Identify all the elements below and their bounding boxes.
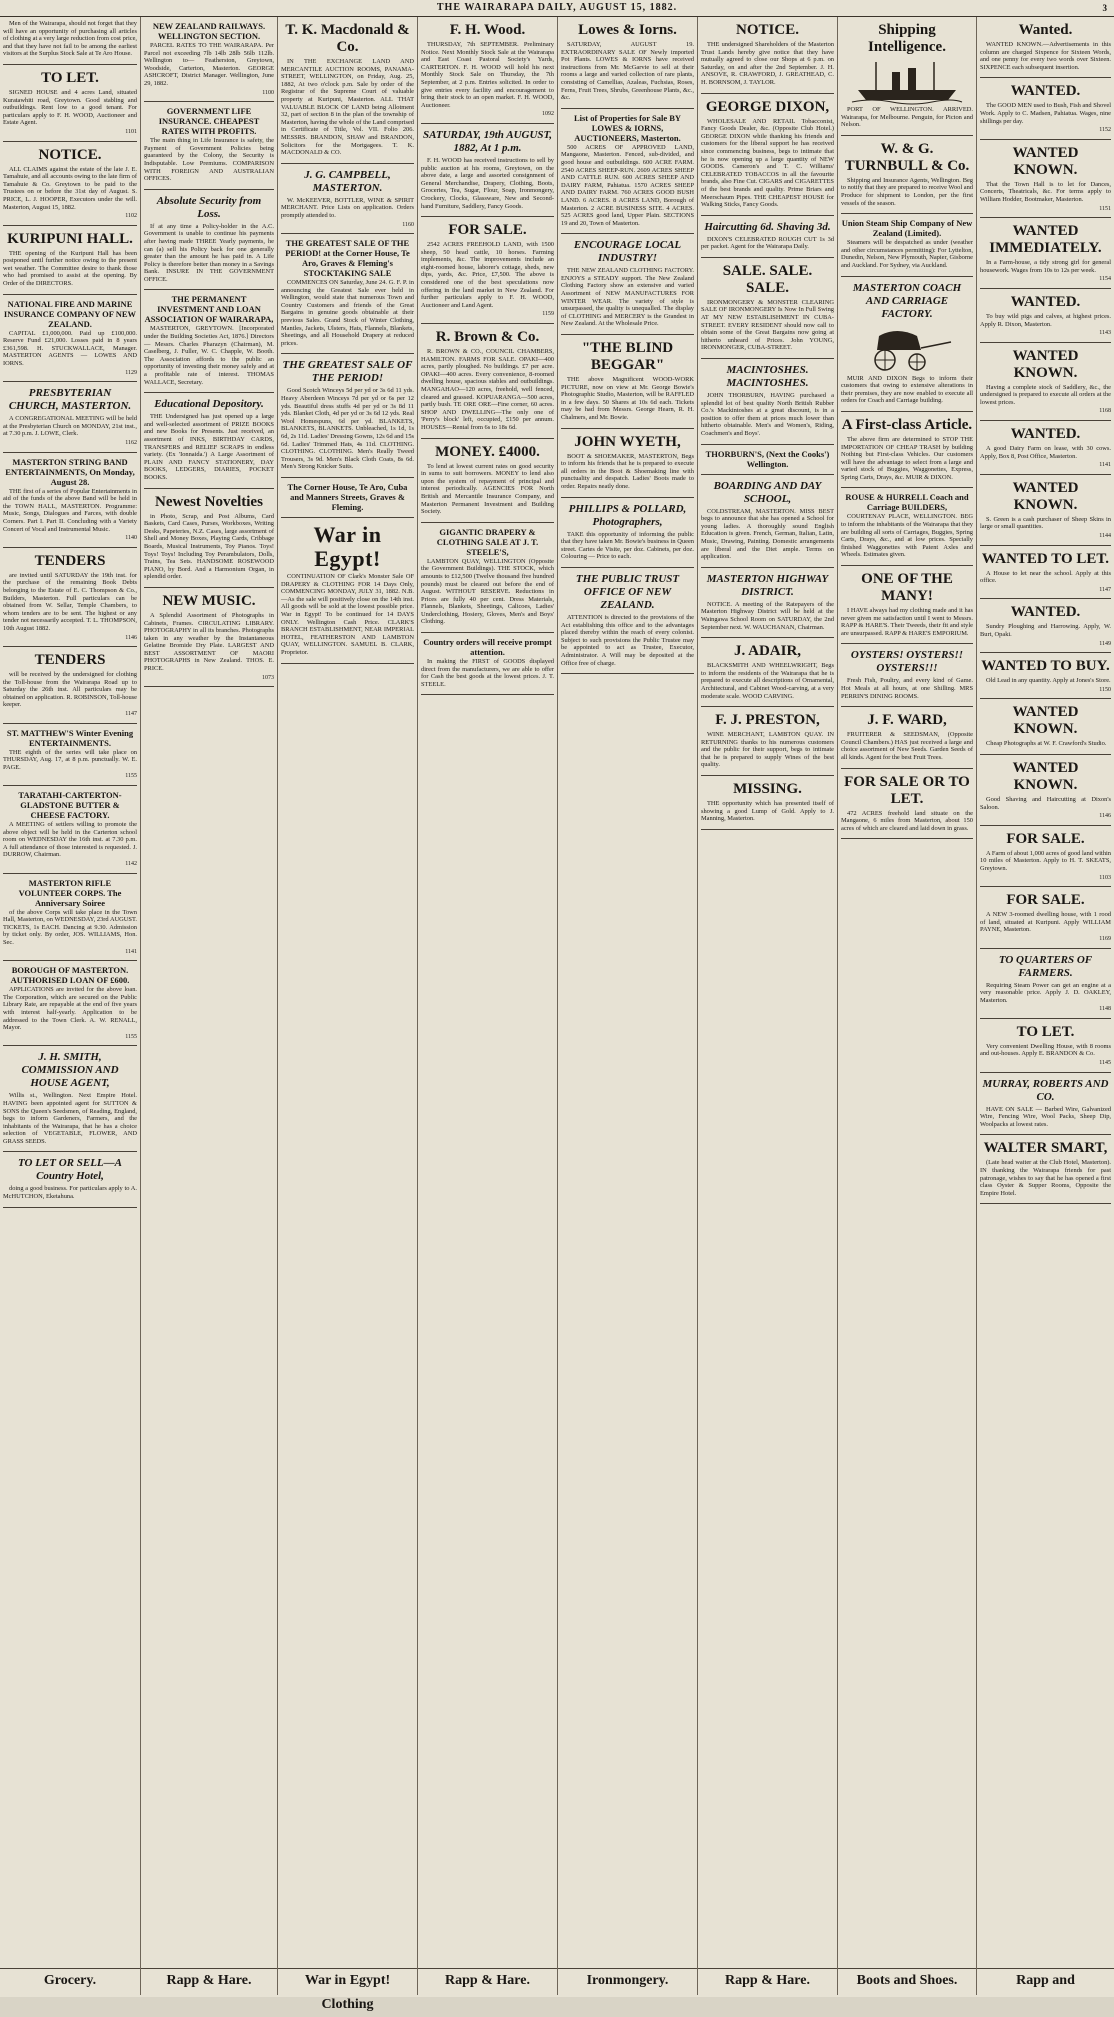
ad-heading: Union Steam Ship Company of New Zealand (Limited). bbox=[841, 218, 973, 239]
ad-reference-number: 1150 bbox=[1099, 686, 1111, 693]
column-footer-banner: Ironmongery. bbox=[558, 1968, 697, 1995]
ad-body-text: Good Scotch Winceys 5d per yd or 3s 6d 11 yds. Heavy Aberdeen Winceys 7d per yd or 6s per 12 yds. Beautiful dress stuffs 4d per yd or 3s 8d 11 yds. Blanket Cloth, 4d per yd or 3s 6d 12 yds. Real Wool Homespuns, 6d per yd. BLANKETS, BLANKETS, BLANKETS. Unbleached, 1s 1d, 1s 6d, 2s 11d. Ladies' Dressing Gowns, 12s 6d and 15s 6d. Ladies' Trimmed Hats, 4s 11d. CLOTHING. CLOTHING. CLOTHING. Men's Really Tweed Trousers, 3s 9d. Men's Black Cloth Coats, 8s 6d. Men's Strong Knicker Suits. bbox=[281, 387, 414, 471]
masthead bbox=[0, 0, 1114, 17]
ad-heading: T. K. Macdonald & Co. bbox=[285, 22, 410, 55]
ad-body-text: A CONGREGATIONAL MEETING will be held at the Presbyterian Church on MONDAY, 21st inst., at 7.30 p.m. J. LOWE, Clerk. bbox=[3, 415, 137, 438]
ad-body-text: Fresh Fish, Poultry, and every kind of Game. Hot Meals at all hours, at one Shilling. MRS PERRIN'S DINING ROOMS. bbox=[841, 677, 973, 700]
ad-reference-number: 1146 bbox=[125, 634, 137, 641]
advertisement bbox=[281, 478, 414, 518]
ad-body-text: THE Undersigned has just opened up a large and well-selected assortment of PRIZE BOOKS and new Books for Presents. Just received, an assortment of INKS, BIRTHDAY CARDS, TRANSFERS and RELIEF SCRAPS in endless variety. (Ex 'Ionnaida.') A Large Assortment of PLAIN AND FANCY STATIONERY, DAY BOOKS, LEDGERS, DIARIES, POCKET BOOKS. bbox=[144, 413, 274, 481]
ad-body-text: THE opening of the Kuripuni Hall has been postponed until further notice owing to the present wet weather. The Committee desire to thank those who had promised to assist at the opening. By Order of the DIRECTORS. bbox=[3, 249, 137, 288]
ad-heading: R. Brown & Co. bbox=[435, 329, 540, 346]
advertisement bbox=[3, 647, 137, 724]
advertisement bbox=[841, 488, 973, 566]
advertisement bbox=[701, 568, 834, 638]
advertisement bbox=[701, 17, 834, 94]
column-footer-banner: Rapp & Hare. bbox=[418, 1968, 557, 1995]
ad-heading: Country orders will receive prompt attention. bbox=[423, 637, 552, 658]
ad-reference-number: 1092 bbox=[542, 111, 554, 118]
ad-body-text: To buy wild pigs and calves, at highest prices. Apply R. Dixon, Masterton. bbox=[980, 312, 1111, 328]
ad-heading: PRESBYTERIAN CHURCH, MASTERTON. bbox=[8, 387, 132, 413]
column-7 bbox=[837, 17, 976, 1995]
advertisement bbox=[980, 1019, 1111, 1073]
advertisement bbox=[701, 94, 834, 216]
ad-heading: NEW MUSIC. bbox=[162, 592, 256, 609]
advertisement bbox=[144, 489, 274, 588]
advertisement bbox=[701, 258, 834, 359]
ad-body-text: (Late head waiter at the Club Hotel, Masterton). IN thanking the Wairarapa friends for past patronage, wishes to say that he has opened a first class Oyster & Supper Rooms, Opposite the Empire Hotel. bbox=[980, 1159, 1111, 1197]
ad-body-text: A Splendid Assortment of Photographs in Cabinets, Frames. CIRCULATING LIBRARY. PHOTOGRAPHY in all its branches. Photographs taken in any weather by the Instantaneous Gelatine Bromide Dry Plate. LARGEST AND BEST ASSORTMENT OF MAORI PHOTOGRAPHS in New Zealand. THOS. E. PRICE. bbox=[144, 611, 274, 673]
ad-body-text: That the Town Hall is to let for Dances, Concerts, Theatricals, &c. For terms apply to William Hodder, Bootmaker, Masterton. bbox=[980, 180, 1111, 203]
ad-body-text: Requiring Steam Power can get an engine at a very reasonable price. Apply J. D. OAKLEY, Masterton. bbox=[980, 981, 1111, 1004]
ad-body-text: of the above Corps will take place in the Town Hall, Masterton, on WEDNESDAY, 23rd AUGUST. TICKETS, 1s EACH. Dancing at 9.30. Admission by ticket only. By order, JOS. WILLIAMS, Hon. Sec. bbox=[3, 908, 137, 946]
advertisement bbox=[561, 234, 694, 335]
ad-heading: BOARDING AND DAY SCHOOL, bbox=[713, 479, 822, 505]
ad-heading: MASTERTON COACH AND CARRIAGE FACTORY. bbox=[852, 281, 962, 320]
ad-body-text: Very convenient Dwelling House, with 8 rooms and out-houses. Apply E. BRANDON & Co. bbox=[980, 1042, 1111, 1058]
ad-body-text: CAPITAL £1,000,000. Paid up £100,000. Reserve Fund £21,000. Losses paid in 8 years £361,598. H. STUCKWALLACE, Manager. MASTERTON AGENTS — LOWES AND IORNS. bbox=[3, 329, 137, 368]
advertisement bbox=[980, 949, 1111, 1019]
advertisement bbox=[3, 961, 137, 1046]
ad-reference-number: 1162 bbox=[125, 440, 137, 446]
advertisement bbox=[3, 453, 137, 548]
ad-body-text: 500 ACRES OF APPROVED LAND, Mangaone, Masterton. Fenced, sub-divided, and good house and outbuildings. 600 ACRE FARM. 2540 ACRES SHEEP-RUN. 2609 ACRES SHEEP AND CATTLE RUN. 600 ACRES SHEEP AND DAIRY FARM, Pahiatua. 1570 ACRES SHEEP AND DAIRY FARM. 760 ACRES GOOD BUSH LAND. 6 ACRES. 8 ACRES LAND, Borough of Masterton. 2 ACRE BUSINESS SITE. 4 ACRES. 525 ACRES good land, Upper Plain. SECTIONS 19 and 20, Town of Masterton. bbox=[561, 143, 694, 227]
ad-body-text: APPLICATIONS are invited for the above loan. The Corporation, which are secured on the Public Library Rate, are repayable at the end of five years with interest half-yearly. Application to be addressed to the Town Clerk. A. W. RENALL, Mayor. bbox=[3, 986, 137, 1032]
ad-heading: WANTED. bbox=[1010, 83, 1081, 100]
ad-heading: MURRAY, ROBERTS AND CO. bbox=[982, 1077, 1109, 1103]
ad-reference-number: 1141 bbox=[1099, 462, 1111, 469]
ad-heading: GIGANTIC DRAPERY & CLOTHING SALE AT J. T. STEELE'S, bbox=[436, 526, 539, 557]
advertisement bbox=[841, 136, 973, 214]
ad-heading: WANTED KNOWN. bbox=[1012, 759, 1079, 793]
ad-body-text: BOOT & SHOEMAKER, MASTERTON, Begs to inform his friends that he is prepared to execute all orders in the Boot & Shoemaking line with punctuality and despatch. Ladies' Boots made to order. Repairs neatly done. bbox=[561, 452, 694, 490]
ad-body-text: will be received by the undersigned for clothing the Toll-house from the Wairarapa Road up to Saturday the 26th inst. All particulars may be obtained on application. R. ROBINSON, Toll-house keeper. bbox=[3, 671, 137, 709]
ad-reference-number: 1152 bbox=[1099, 127, 1111, 134]
advertisement bbox=[841, 707, 973, 768]
advertisement bbox=[980, 887, 1111, 948]
ad-body-text: Cheap Photographs at W. F. Crawford's Studio. bbox=[986, 740, 1107, 748]
ad-heading: TO LET. bbox=[41, 69, 99, 86]
ad-heading: WANTED KNOWN. bbox=[1012, 704, 1079, 738]
ad-body-text: WANTED KNOWN.—Advertisements in this column are charged Sixpence for Sixteen Words, and one penny for every two words over Sixteen. SIXPENCE each subsequent insertion. bbox=[980, 41, 1111, 71]
ad-reference-number: 1159 bbox=[542, 311, 554, 318]
advertisement bbox=[980, 140, 1111, 218]
ad-body-text: R. BROWN & CO., COUNCIL CHAMBERS, HAMILTON. FARMS FOR SALE. OPAKI—400 acres, partly ploughed. No buildings. £7 per acre. OPAKI—400 acres. Every convenience, 8-roomed dwelling house, spacious stables and outbuildings. MANGAHAO—120 acres, freehold, well fenced, cleared and grassed. KOPUARANGA—500 acres, partly bush. TE ORE ORE—Fine corner, 60 acres. SHOP AND DWELLING—The only one of 'Perry's block' left, occupied, £150 per annum. HOUSES—Rental from 6s to 18s 6d. bbox=[421, 348, 554, 431]
ad-body-text: The main thing in Life Insurance is safety, the Payment of Government Policies being guaranteed by the Colony, the Security is Indisputable. Low Premiums. COMPARISON WITH FOREIGN AND AUSTRALIAN OFFICES. bbox=[144, 137, 274, 183]
column-footer-banner: Grocery. bbox=[0, 1968, 140, 1995]
advertisement bbox=[841, 412, 973, 489]
ad-heading: KURIPUNI HALL. bbox=[7, 230, 133, 247]
advertisement bbox=[3, 65, 137, 142]
ad-body-text: ATTENTION is directed to the provisions of the Act establishing this office and to the advantages placed thereby within the reach of every colonist. Subject to such provisions the Public Trustee may be appointed to act as Trustee, Executor, Administrator. A Will may be deposited at the Office free of charge. bbox=[561, 613, 694, 667]
ad-body-text: COURTENAY PLACE, WELLINGTON. BEG to inform the inhabitants of the Wairarapa that they are building all sorts of Carriages, Buggies, Spring Carts, Drays, &c., and at low prices. Specially finished Waggonettes with Patent Axles and Wheels. Estimates given. bbox=[841, 513, 973, 559]
ad-heading: ONE OF THE MANY! bbox=[861, 571, 953, 605]
ad-reference-number: 1103 bbox=[1099, 874, 1111, 881]
column-5 bbox=[557, 17, 697, 1995]
advertisement bbox=[980, 1073, 1111, 1136]
advertisement bbox=[701, 776, 834, 830]
ad-body-text: The GOOD MEN used to Bush, Fish and Shovel Work. Apply to C. Madsen, Pahiatua. Wages, nine shillings per day. bbox=[980, 102, 1111, 125]
advertisement bbox=[421, 633, 554, 695]
ad-heading: MASTERTON STRING BAND ENTERTAINMENTS, On Monday, August 28. bbox=[5, 456, 135, 487]
ad-heading: TO LET OR SELL—A Country Hotel, bbox=[17, 1157, 122, 1183]
ad-reference-number: 1151 bbox=[1099, 205, 1111, 212]
column-1 bbox=[0, 17, 140, 1995]
ad-heading: ROUSE & HURRELL Coach and Carriage BUILDERS, bbox=[845, 492, 969, 513]
ad-heading: Educational Depository. bbox=[154, 398, 264, 411]
ad-heading: WANTED. bbox=[1010, 604, 1081, 621]
ad-heading: WALTER SMART, bbox=[983, 1140, 1108, 1157]
advertisement bbox=[3, 1152, 137, 1207]
ad-body-text: DIXON'S CELEBRATED ROUGH CUT 1s 3d per packet. Agent for the Wairarapa Daily. bbox=[701, 235, 834, 251]
advertisement bbox=[421, 217, 554, 324]
advertisement bbox=[980, 343, 1111, 421]
ad-heading: "THE BLIND BEGGAR" bbox=[581, 340, 674, 374]
advertisement bbox=[561, 568, 694, 674]
ad-heading: J. G. CAMPBELL, MASTERTON. bbox=[304, 168, 391, 194]
carriage-illustration bbox=[857, 324, 957, 372]
ad-heading: NEW ZEALAND RAILWAYS. WELLINGTON SECTION. bbox=[152, 21, 266, 41]
ad-reference-number: 1147 bbox=[1099, 586, 1111, 593]
advertisement bbox=[3, 382, 137, 452]
ad-heading: Newest Novelties bbox=[155, 493, 263, 510]
advertisement bbox=[3, 874, 137, 962]
ad-body-text: In a Farm-house, a tidy strong girl for general housework. Wages from 10s to 12s per week. bbox=[980, 259, 1111, 274]
advertisement bbox=[144, 17, 274, 102]
ad-body-text: Willis st., Wellington. Next Empire Hotel. HAVING been appointed agent for SUTTON & SONS the Queen's Seedsmen, of Reading, England, begs to inform Gardeners, Farmers, and the inhabitants of the Wairarapa, that he has a choice selection of VEGETABLE, FLOWER, AND GRASS SEEDS. bbox=[3, 1092, 137, 1145]
column-footer-banner: Boots and Shoes. bbox=[838, 1968, 976, 1995]
ad-heading: War in Egypt! bbox=[313, 521, 382, 571]
ad-body-text: Good Shaving and Haircutting at Dixon's Saloon. bbox=[980, 795, 1111, 811]
advertisement bbox=[980, 289, 1111, 343]
ad-body-text: A good Dairy Farm on lease, with 30 cows. Apply, Box 8, Post Office, Masterton. bbox=[980, 445, 1111, 460]
ad-reference-number: 1155 bbox=[125, 773, 137, 780]
advertisement bbox=[3, 1046, 137, 1152]
ad-heading: MACINTOSHES. MACINTOSHES. bbox=[726, 364, 809, 390]
ad-body-text: S. Green is a cash purchaser of Sheep Skins in large or small quantities. bbox=[980, 515, 1111, 531]
ad-heading: J. ADAIR, bbox=[733, 643, 802, 660]
ad-heading: WANTED TO LET. bbox=[981, 550, 1110, 567]
column-footer-banner: Rapp & Hare. bbox=[698, 1968, 837, 1995]
advertisement bbox=[701, 638, 834, 707]
ad-heading: W. & G. TURNBULL & Co. bbox=[844, 140, 970, 174]
ad-body-text: 2542 ACRES FREEHOLD LAND, with 1500 sheep, 50 head cattle, 10 horses. Farming implements, &c. The improvements include an eight-roomed house, laborer's cottage, sheds, new dips, yards, &c. Price, £7,500. The above is considered one of the best speculations now offering in the land market in New Zealand. For further particulars apply to F. H. WOOD, Auctioneer and Land Agent. bbox=[421, 241, 554, 309]
column-6 bbox=[697, 17, 837, 1995]
advertisement bbox=[841, 769, 973, 840]
ad-body-text: THURSDAY, 7th SEPTEMBER. Preliminary Notice. Next Monthly Stock Sale at the Wairarapa and East Coast Pastoral Society's Yards, CARTERTON. F. H. WOOD will hold his next Monthly Stock Sale on Thursday, the 7th September, at 2 p.m. Entries solicited. In order to give entries every facility and encouragement to bring their stock to an open market. F. H. WOOD, Auctioneer. bbox=[421, 41, 554, 109]
ad-body-text: COLDSTREAM, MASTERTON. MISS BEST begs to announce that she has opened a School for young ladies. A thoroughly sound English Education is given. French, German, Italian, Latin, Music, Drawing, Painting. Domestic arrangements are liberal and the Diet ample. Terms on application. bbox=[701, 507, 834, 561]
ad-reference-number: 1146 bbox=[1099, 813, 1111, 820]
ad-heading: WANTED. bbox=[1010, 293, 1081, 310]
ad-body-text: Old Lead in any quantity. Apply at Jones's Store. bbox=[986, 677, 1111, 685]
ad-body-text: A Farm of about 1,000 acres of good land within 10 miles of Masterton. Apply to H. T. SKEATS, Greytown. bbox=[980, 849, 1111, 872]
advertisement bbox=[144, 290, 274, 393]
ad-heading: J. H. SMITH, COMMISSION AND HOUSE AGENT, bbox=[21, 1051, 119, 1090]
advertisement bbox=[3, 548, 137, 647]
ad-heading: A First-class Article. bbox=[841, 416, 973, 433]
ad-heading: TENDERS bbox=[34, 552, 106, 569]
ad-body-text: IRONMONGERY & MONSTER CLEARING SALE OF IRONMONGERY Is Now In Full Swing AT MY NEW ESTABLISHMENT IN CUBA-STREET. EVERY RESIDENT should now call to obtain some of the Great Bargains now going at hitherto unheard of Prices. John YOUNG, IRONMONGER, CUBA-STREET. bbox=[701, 298, 834, 352]
advertisement bbox=[281, 164, 414, 234]
ad-body-text: in Photo, Scrap, and Post Albums, Card Baskets, Card Cases, Purses, Workboxes, Writing Desks, Papeteries, N.Z. Cases, large assortment of Shell and Money Boxes, Playing Cards, Cribbage Boards, Musical Instruments, Toy Pianos. Toys! Toys! Toys! Including Toy Perambulators, Dolls, Trains, Tea Sets. HANDSOME ROSEWOOD PIANO, by Bord. And a Harmonium Organ, in splendid order. bbox=[144, 512, 274, 581]
ad-body-text: In making the FIRST of GOODS displayed direct from the manufacturers, we are able to offer for Cash the best goods at the lowest prices. J. T. STEELE. bbox=[421, 658, 554, 688]
ad-body-text: SIGNED HOUSE and 4 acres Land, situated Kuratawhiti road, Greytown. Good stabling and outbuildings. Rent low to a good tenant. For particulars apply to F. H. WOOD, Auctioneer and Estate Agent. bbox=[3, 88, 137, 127]
ad-heading: FOR SALE. bbox=[1006, 892, 1085, 909]
advertisement bbox=[144, 393, 274, 488]
advertisement bbox=[561, 498, 694, 568]
ad-reference-number: 1100 bbox=[262, 89, 274, 96]
ad-reference-number: 1147 bbox=[125, 711, 137, 718]
advertisement bbox=[980, 17, 1111, 78]
ad-heading: Absolute Security from Loss. bbox=[156, 194, 262, 220]
ad-heading: J. F. WARD, bbox=[867, 712, 947, 729]
ad-heading: Lowes & Iorns. bbox=[578, 22, 677, 38]
ad-body-text: To lend at lowest current rates on good security in sums to suit borrowers. MONEY to lend also upon the system of repayment of principal and interest periodically. AGENCIES FOR North British and Mercantile Insurance Company, and Masterton Permanent Investment and Building Society. bbox=[421, 462, 554, 516]
advertisement bbox=[980, 475, 1111, 546]
ad-body-text: If at any time a Policy-holder in the A.C. Government is unable to continue his payments after having made THREE Yearly payments, he can (a) sell his Policy back for one generally greater than the amount he has paid in. A Life Policy is therefore better than money in a Savings Bank. INSURE IN THE GOVERNMENT OFFICE. bbox=[144, 222, 274, 283]
ad-heading: THE PUBLIC TRUST OFFICE OF NEW ZEALAND. bbox=[575, 572, 680, 611]
advertisement bbox=[980, 421, 1111, 475]
ad-reference-number: 1140 bbox=[125, 535, 137, 542]
ad-reference-number: 1144 bbox=[1099, 533, 1111, 540]
advertisement bbox=[421, 324, 554, 439]
ad-body-text: A NEW 3-roomed dwelling house, with 1 rood of land, situated at Kuripuni. Apply WILLIAM PAYNE, Masterton. bbox=[980, 911, 1111, 934]
ad-reference-number: 1148 bbox=[1099, 1006, 1111, 1013]
ad-reference-number: 1073 bbox=[262, 674, 274, 681]
steamship-illustration bbox=[852, 58, 962, 104]
ad-heading: List of Properties for Sale BY LOWES & IORNS, AUCTIONEERS, Masterton. bbox=[573, 112, 682, 143]
advertisement bbox=[701, 216, 834, 258]
advertisement bbox=[561, 109, 694, 235]
ad-heading: MONEY. £4000. bbox=[435, 443, 540, 460]
advertisement bbox=[281, 354, 414, 478]
column-2 bbox=[140, 17, 277, 1995]
ad-heading: NOTICE. bbox=[736, 22, 799, 38]
advertisement bbox=[144, 588, 274, 687]
ad-body-text: CONTINUATION OF Clark's Monster Sale OF DRAPERY & CLOTHING FOR 14 Days Only, COMMENCING MONDAY, JULY 31, 1882. N.B.—As the sale will positively close on the 14th inst. All goods will be sold at the lowest possible price. War in Egypt! To be continued for 14 DAYS ONLY. Wellington Cash Price. CLARK'S BRANCH ESTABLISHMENT, NEAR IMPERIAL HOTEL, FEATHERSTON AND LAMBTON QUAY, WELLINGTON. SAMUEL B. CLARK, Proprietor. bbox=[281, 572, 414, 656]
advertisement bbox=[561, 429, 694, 498]
ad-heading: Shipping Intelligence. bbox=[868, 22, 946, 55]
ad-body-text: FRUITERER & SEEDSMAN, (Opposite Council Chambers.) HAS just received a large and choice assortment of New Seeds. Garden Seeds of all kinds. Agent for the best Fruit Trees. bbox=[841, 731, 973, 761]
ad-reference-number: 1149 bbox=[1099, 640, 1111, 647]
ad-body-text: NOTICE. A meeting of the Ratepayers of the Masterton Highway District will be held at the Waingawa School Room on SATURDAY, the 2nd September next. W. WAUCHANAN, Chairman. bbox=[701, 600, 834, 631]
ad-heading: WANTED IMMEDIATELY. bbox=[989, 223, 1102, 257]
ad-heading: TO QUARTERS OF FARMERS. bbox=[998, 953, 1093, 979]
ad-heading: F. J. PRESTON, bbox=[715, 712, 820, 729]
ad-heading: Wanted. bbox=[1018, 22, 1073, 38]
ad-reference-number: 1155 bbox=[125, 1033, 137, 1040]
ad-heading: NOTICE. bbox=[38, 146, 102, 163]
ad-body-text: are invited until SATURDAY the 19th inst. for the purchase of the remaining Book Debts belonging to the Estate of E. C. Thompson & Co., Builders, Masterton. Full particulars can be obtained from W. Sellar, Temple Chambers, to whom tenders are to be sent. The highest or any tender not necessarily accepted. T. L. THOMPSON, 10th August 1882. bbox=[3, 571, 137, 632]
ad-heading: FOR SALE. bbox=[1006, 830, 1085, 847]
advertisement bbox=[980, 1135, 1111, 1204]
ad-body-text: Steamers will be despatched as under (weather and other circumstances permitting): For Lyttelton, Dunedin, Nelson, New Plymouth, Napier, Gisborne and Auckland. For Sydney, via Auckland. bbox=[841, 239, 973, 269]
ad-body-text: THE above Magnificent WOOD-WORK PICTURE, now on view at Mr. George Bowie's Photographic Studio, Masterton, will be RAFFLED in a few days. 50 Shares at 10s 6d each. Tickets may be had from Messrs. George Hearn, R. H. Chalmers, and Mr. Bowie. bbox=[561, 376, 694, 421]
ad-heading: TO LET. bbox=[1016, 1023, 1075, 1040]
ad-heading: THE PERMANENT INVESTMENT AND LOAN ASSOCIATION OF WAIRARAPA, bbox=[144, 294, 274, 325]
ad-reference-number: 1160 bbox=[402, 221, 414, 228]
ad-body-text: PARCEL RATES TO THE WAIRARAPA. Per Parcel not exceeding 7lb 14lb 28lb 56lb 112lb. Wellington to— Featherston, Greytown, Woodside, Carterton, Masterton. GEORGE ASHCROFT, District Manager. Wellington, June 29, 1882. bbox=[144, 42, 274, 87]
advertisement bbox=[841, 644, 973, 707]
advertisement bbox=[3, 295, 137, 383]
ad-body-text: doing a good business. For particulars apply to A. McHUTCHON, Eketahuna. bbox=[3, 1185, 137, 1201]
ad-body-text: SATURDAY, AUGUST 19. EXTRAORDINARY SALE OF Newly imported Pot Plants. LOWES & IORNS have received instructions from Mr. McGarvie to sell at their rooms a large and varied collection of rare plants, consisting of Camellias, Azaleas, Fuchsias, Roses, Ferns, Fruit Trees, Shrubs, Greenhouse Plants, &c., &c. bbox=[561, 41, 694, 102]
ad-heading: TENDERS bbox=[34, 652, 106, 669]
advertisement bbox=[980, 699, 1111, 755]
ad-body-text: BLACKSMITH AND WHEELWRIGHT, Begs to inform the residents of the Wairarapa that he is prepared to execute all descriptions of Ornamental, Architectural, and Cabinet Wood-carving, at a very moderate scale. WOOD CARVING. bbox=[701, 662, 834, 700]
ad-body-text: TAKE this opportunity of informing the public that they have taken Mr. Bowie's business in Queen street. Cartes de Visite, per doz. Cabinets, per doz. Colouring — Price to each. bbox=[561, 530, 694, 561]
advertisement bbox=[3, 724, 137, 786]
ad-heading: WANTED KNOWN. bbox=[1012, 479, 1079, 513]
ad-body-text: THE NEW ZEALAND CLOTHING FACTORY. ENJOYS a STEADY support. The New Zealand Clothing Factory show an extensive and varied Assortment of NEW MANUFACTURES FOR WINTER WEAR. The variety of style is unsurpassed, the quality is unequalled. The display of CLOTHING and MERCERY is the Grandest in New Zealand. At the Wholesale Price. bbox=[561, 267, 694, 328]
advertisement bbox=[701, 445, 834, 475]
advertisement bbox=[701, 475, 834, 568]
ad-heading: BOROUGH OF MASTERTON. AUTHORISED LOAN OF £600. bbox=[10, 965, 130, 986]
advertisement bbox=[561, 17, 694, 109]
advertisement bbox=[3, 142, 137, 226]
ad-body-text: IN THE EXCHANGE LAND AND MERCANTILE AUCTION ROOMS, PANAMA-STREET, WELLINGTON, on Friday, Aug. 25, 1882, At two o'clock p.m. Sale by order of the Registrar of the Supreme Court of valuable property at Kuripuni, Masterton. ALL THAT VALUABLE BLOCK OF LAND being Allotment 32, part of section 8 in the plan of the township of Masterton, having the whole of the Land comprised in Certificate of Title, Vol. VII. Folio 206. MESSRS. BRANDON, SHAW and BRANDON, Solicitors for the Mortgagees. T. K. MACDONALD & CO. bbox=[281, 58, 414, 157]
advertisement bbox=[281, 234, 414, 354]
column-footer-banner: Rapp and bbox=[977, 1968, 1114, 1995]
ad-heading: NATIONAL FIRE AND MARINE INSURANCE COMPANY OF NEW ZEALAND. bbox=[3, 298, 137, 329]
advertisement bbox=[841, 214, 973, 276]
ad-body-text: THE first of a series of Popular Entertainments in aid of the funds of the above Band will be held in the TOWN HALL, MASTERTON. Programme: Music, Songs, Dialogues and Farces, with double Corners. Part I. Part II. Concluding with a Variety Concert of Vocal and Instrumental Music. bbox=[3, 487, 137, 533]
ad-heading: The Corner House, Te Aro, Cuba and Manners Streets, Graves & Fleming. bbox=[287, 481, 408, 512]
advertisement bbox=[421, 17, 554, 124]
ad-reference-number: 1101 bbox=[125, 128, 137, 135]
ad-heading: MASTERTON RIFLE VOLUNTEER CORPS. The Anniversary Soiree bbox=[18, 877, 122, 908]
advertisement bbox=[561, 335, 694, 429]
ad-body-text: LAMBTON QUAY, WELLINGTON (Opposite the Government Buildings). THE STOCK, which amounts to £12,500 (Twelve thousand five hundred pounds) must be cleared out before the end of August. WITHOUT RESERVE. Reductions in Prices are fully 40 per cent. Dress Materials, Flannels, Blankets, Sheetings, Calicoes, Ladies' Underclothing, Hosiery, Gloves, Men's and Boys' Clothing. bbox=[421, 557, 554, 626]
ad-body-text: WHOLESALE AND RETAIL Tobacconist, Fancy Goods Dealer, &c. (Opposite Club Hotel.) GEORGE DIXON while thanking his friends and customers for the liberal support he has received since commencing business, begs to intimate that he is now opening up a large quantity of NEW GOODS. Cameron's and T. C. Williams' CELEBRATED TOBACCOS in all the favourite brands, also Fine Cut. CIGARS and CIGARETTES of the best brands and quality. Prime Briars and Meerschaum Pipes. THE CHEAPEST HOUSE for Walking Sticks, Fancy Goods. bbox=[701, 117, 834, 209]
ad-body-text: Men of the Wairarapa, should not forget that they will have an opportunity of purchasing all articles of clothing at a very large reduction from cost price, and that they have not fail to be among the earliest visitors at the Surplus Stock Sale at Te Aro House. bbox=[3, 20, 137, 58]
ad-body-text: PORT OF WELLINGTON. ARRIVED. Wairarapa, for Melbourne. Penguin, for Picton and Nelson. bbox=[841, 106, 973, 129]
ad-heading: OYSTERS! OYSTERS!! OYSTERS!!! bbox=[850, 649, 964, 675]
ad-reference-number: 1102 bbox=[125, 213, 137, 220]
ad-heading: JOHN WYETH, bbox=[574, 433, 681, 450]
advertisement bbox=[980, 755, 1111, 826]
ad-heading: THE GREATEST SALE OF THE PERIOD! at the Corner House, Te Aro, Graves & Fleming's STOCKTAKING SALE bbox=[285, 238, 410, 279]
ad-heading: WANTED TO BUY. bbox=[981, 658, 1110, 675]
ad-heading: WANTED KNOWN. bbox=[1012, 347, 1079, 381]
ad-heading: MISSING. bbox=[733, 781, 802, 798]
advertisement bbox=[980, 826, 1111, 887]
advertisement bbox=[144, 190, 274, 291]
ad-heading: FOR SALE. bbox=[448, 222, 527, 239]
ad-body-text: A House to let near the school. Apply at this office. bbox=[980, 569, 1111, 585]
page-number: 3 bbox=[1102, 3, 1108, 13]
column-4 bbox=[417, 17, 557, 1995]
ad-heading: F. H. Wood. bbox=[449, 22, 526, 38]
ad-reference-number: 1129 bbox=[125, 369, 137, 376]
column-footer-banner: Rapp & Hare. bbox=[141, 1968, 277, 1995]
ad-body-text: JOHN THORBURN, HAVING purchased a splendid lot of best quality North British Rubber Co.'s Mackintoshes at a great discount, is in a position to offer them at prices much lower than hitherto obtainable. Men's and Women's, Riding, Coachmen's and Boys'. bbox=[701, 392, 834, 437]
advertisement bbox=[281, 17, 414, 164]
ad-reference-number: 1154 bbox=[1099, 276, 1111, 283]
ad-heading: TARATAHI-CARTERTON-GLADSTONE BUTTER & CHEESE FACTORY. bbox=[18, 790, 122, 821]
ad-body-text: THE undersigned Shareholders of the Masterton Trust Lands hereby give notice that they have mutually agreed to close our Shops at 6 p.m. on Saturday, on and after the 2nd September. J. H. ANSOVE, R. CRAWFORD, J. GREATHEAD, C. H. BORNSOM, J. TAYLOR. bbox=[701, 41, 834, 86]
ad-heading: GOVERNMENT LIFE INSURANCE. CHEAPEST RATES WITH PROFITS. bbox=[158, 106, 260, 137]
advertisement bbox=[421, 439, 554, 523]
advertisement bbox=[281, 518, 414, 664]
ad-reference-number: 1142 bbox=[125, 861, 137, 867]
advertisement bbox=[841, 17, 973, 136]
advertisement bbox=[144, 102, 274, 190]
advertisement bbox=[3, 226, 137, 295]
advertisement bbox=[421, 124, 554, 217]
ad-body-text: HAVE ON SALE — Barbed Wire, Galvanized Wire, Fencing Wire, Wool Packs, Sheep Dip, Woolpacks at lowest rates. bbox=[980, 1105, 1111, 1128]
ad-body-text: MUIR AND DIXON Begs to inform their customers that owing to extensive alterations in their premises, they are now enabled to execute all orders for Coach and Carriage building. bbox=[841, 374, 973, 405]
column-3 bbox=[277, 17, 417, 2012]
ad-heading: WANTED KNOWN. bbox=[1012, 144, 1079, 178]
ad-heading: THE GREATEST SALE OF THE PERIOD! bbox=[282, 359, 413, 385]
ad-body-text: I HAVE always had my clothing made and it has never given me satisfaction until I went to Messrs. RAPP & HARE'S. Their Tweeds, their fit and style are unsurpassed. RAPP & HARE'S EMPORIUM. bbox=[841, 607, 973, 637]
ad-heading: MASTERTON HIGHWAY DISTRICT. bbox=[706, 572, 829, 598]
masthead-title: THE WAIRARAPA DAILY, AUGUST 15, 1882. bbox=[436, 2, 678, 13]
ad-heading: THORBURN'S, (Next the Cooks') Wellington. bbox=[705, 448, 830, 469]
ad-body-text: THE opportunity which has presented itself of showing a good Lump of Gold. Apply to J. Manning, Masterton. bbox=[701, 800, 834, 823]
advertisement bbox=[3, 786, 137, 874]
ad-body-text: A MEETING of settlers willing to promote the above object will be held in the Carterton school room on WEDNESDAY the 16th inst. at 7.30 p.m. A full attendance of those interested is requested. J. DURROW, Chairman. bbox=[3, 821, 137, 859]
ad-body-text: F. H. WOOD has received instructions to sell by public auction at his rooms, Greytown, on the above date, a large and assorted consignment of General Merchandise, Drapery, Clothing, Boots, Groceries, Tea, Sugar, Flour, Soap, Ironmongery, Crockery, Clocks, Glassware, New and Second-hand Furniture, Saddlery, Fancy Goods. bbox=[421, 156, 554, 210]
advertisement bbox=[980, 218, 1111, 289]
advertisement bbox=[980, 599, 1111, 653]
ad-heading: FOR SALE OR TO LET. bbox=[844, 773, 970, 807]
advertisement bbox=[421, 523, 554, 633]
ad-body-text: The above firm are determined to STOP THE IMPORTATION OF CHEAP TRASH by building Nothing but First-class Vehicles. Our customers will have the advantage to select from a large and varied stock of Buggies, Waggonettes, Express, Spring Carts, Drays, &c. MUIR & DIXON. bbox=[841, 435, 973, 481]
ad-body-text: THE eighth of the series will take place on THURSDAY, Aug. 17, at 8 p.m. punctually. W. E. PAGE. bbox=[3, 748, 137, 771]
ad-reference-number: 1169 bbox=[1099, 935, 1111, 942]
ad-body-text: Shipping and Insurance Agents, Wellington. Beg to notify that they are prepared to receive Wool and Produce for shipment to London, per the first vessels of the season. bbox=[841, 176, 973, 207]
ad-heading: SATURDAY, 19th AUGUST, 1882, At 1 p.m. bbox=[423, 128, 552, 154]
advertisement bbox=[841, 566, 973, 644]
ad-body-text: ALL CLAIMS against the estate of the late J. E. Tamahuie, and all accounts owing to the late firm of Tamahuie & Co. Greytown to be paid to the Trustees on or before the 31st day of August. S. PRICE, L. J. HOOPER, Executors under the will. Masterton, August 15, 1882. bbox=[3, 165, 137, 211]
ad-body-text: MASTERTON, GREYTOWN. [Incorporated under the Building Societies Act, 1876.] Directors — Messrs. Charles Pharazyn (Chairman), M. Caselberg, J. Fuller, W. C. Chapple, W. Booth. The Association affords to the public an opportunity of investing their money safely and at a profitable rate of interest. THOMAS WALLACE, Secretary. bbox=[144, 325, 274, 386]
advertisement bbox=[3, 17, 137, 65]
ad-heading: Haircutting 6d. Shaving 3d. bbox=[704, 220, 831, 233]
advertisement bbox=[980, 78, 1111, 139]
ad-body-text: 472 ACRES freehold land situate on the Mangaone, 6 miles from Masterton, about 150 acres of which are cleared and laid down in grass. bbox=[841, 809, 973, 832]
ad-reference-number: 1143 bbox=[1099, 330, 1111, 337]
ad-body-text: Having a complete stock of Saddlery, &c., the undersigned is prepared to execute all orders at the lowest prices. bbox=[980, 383, 1111, 406]
column-footer-banner: War in Egypt! Clothing bbox=[278, 1968, 417, 1995]
advertisement bbox=[701, 707, 834, 776]
ad-heading: PHILLIPS & POLLARD, Photographers, bbox=[568, 502, 687, 528]
ad-heading: ENCOURAGE LOCAL INDUSTRY! bbox=[573, 239, 682, 265]
ad-body-text: COMMENCES ON Saturday, June 24. G. F. P. in announcing the Greatest Sale ever held in Wellington, would state that numerous Town and Country Customers and friends of the Great Bargains in genuine goods obtainable at their previous Sales. Grand Stock of Winter Clothing, Mantles, Jackets, Ulsters, Hats, Flannels, Blankets, Sheetings, and all Household Drapery at reduced prices. bbox=[281, 279, 414, 347]
advertisement bbox=[980, 546, 1111, 600]
ad-heading: SALE. SALE. SALE. bbox=[722, 262, 813, 296]
advertisement bbox=[980, 653, 1111, 699]
ad-heading: ST. MATTHEW'S Winter Evening ENTERTAINMENTS. bbox=[6, 727, 134, 748]
ad-heading: WANTED. bbox=[1010, 426, 1081, 443]
ad-reference-number: 1141 bbox=[125, 948, 137, 955]
ad-heading: GEORGE DIXON, bbox=[705, 98, 830, 115]
advertisement bbox=[701, 359, 834, 445]
advertisement bbox=[841, 277, 973, 412]
ad-reference-number: 1145 bbox=[1099, 1060, 1111, 1067]
ad-reference-number: 1168 bbox=[1099, 408, 1111, 415]
ad-body-text: WINE MERCHANT, LAMBTON QUAY. IN RETURNING thanks to his numerous customers and the public for their support, begs to intimate that he is prepared to supply Wines of the best quality. bbox=[701, 731, 834, 769]
column-8 bbox=[976, 17, 1114, 1995]
ad-body-text: Sundry Ploughing and Harrowing. Apply, W. Burt, Opaki. bbox=[980, 623, 1111, 638]
ad-body-text: W. McKEEVER, BOTTLER, WINE & SPIRIT MERCHANT. Price Lists on application. Orders promptly attended to. bbox=[281, 196, 414, 219]
